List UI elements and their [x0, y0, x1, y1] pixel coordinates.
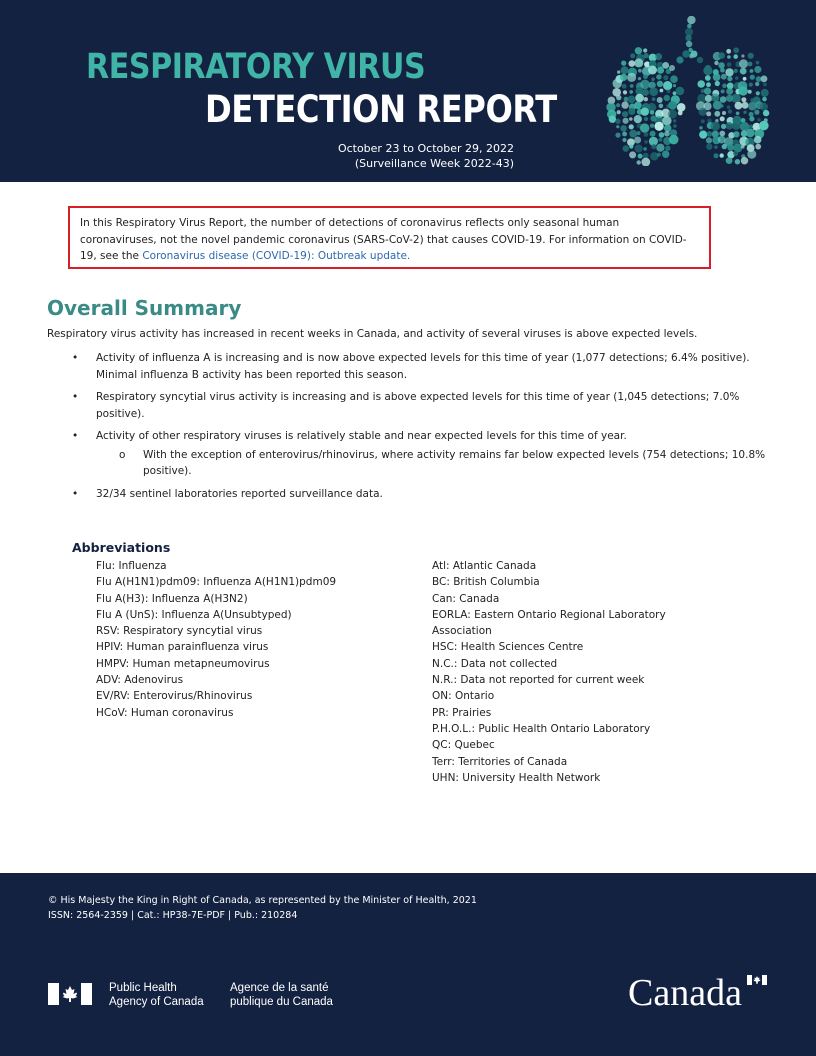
abbr-item: Flu A(H1N1)pdm09: Influenza A(H1N1)pdm09 [96, 576, 337, 589]
abbr-item: EV/RV: Enterovirus/Rhinovirus [96, 690, 253, 703]
agency-name-fr [230, 981, 333, 1009]
issn-text: ISSN: 2564-2359 | Cat.: HP38-7E-PDF | Pub.: 210284 [48, 909, 298, 921]
agency-fr-line1: Agence de la santé [230, 982, 329, 994]
abbr-item: UHN: University Health Network [432, 771, 601, 784]
agency-name-en [109, 981, 204, 1009]
sub-bullet-icon: o [119, 448, 126, 461]
page-footer [0, 873, 816, 1056]
agency-en-line1: Public Health [109, 982, 177, 994]
bullet-text: Respiratory syncytial virus activity is increasing and is above expected levels for this time of year (1,045 detections; 7.0% positive). [96, 391, 740, 420]
summary-bullet [47, 428, 767, 445]
overall-summary-heading: Overall Summary [47, 296, 242, 320]
abbr-item: P.H.O.L.: Public Health Ontario Laboratory [432, 722, 651, 735]
report-title-line1: RESPIRATORY VIRUS [86, 47, 426, 87]
wordmark-flag-icon [747, 975, 767, 985]
covid-outbreak-link[interactable]: Coronavirus disease (COVID-19): Outbreak update. [142, 250, 411, 262]
abbr-item: ADV: Adenovirus [96, 674, 184, 687]
abbr-item: PR: Prairies [432, 706, 492, 719]
bullet-icon: • [72, 352, 79, 364]
lungs-icon [600, 16, 780, 166]
copyright-text: © His Majesty the King in Right of Canada, as represented by the Minister of Health, 2021 [48, 895, 477, 906]
bullet-text: Activity of other respiratory viruses is relatively stable and near expected levels for this time of year. [96, 430, 627, 442]
abbr-item: Terr: Territories of Canada [432, 755, 568, 768]
covid-notice-box [68, 206, 711, 269]
report-dates [338, 141, 514, 171]
abbreviations-right-list [432, 558, 692, 786]
notice-text: In this Respiratory Virus Report, the number of detections of coronavirus reflects only seasonal human coronaviruses, not the novel pandemic coronavirus (SARS-CoV-2) that causes COVID-19. For information on COVID-19, see the [80, 217, 687, 262]
abbr-item: RSV: Respiratory syncytial virus [96, 625, 263, 638]
date-range: October 23 to October 29, 2022 [337, 142, 514, 155]
bullet-text: Activity of influenza A is increasing and is now above expected levels for this time of year (1,077 detections; 6.4% positive). Minimal influenza B activity has been reported this season. [96, 352, 750, 381]
abbr-item: QC: Quebec [432, 739, 495, 752]
abbreviations-left-list [96, 558, 336, 721]
abbr-item: Flu A(H3): Influenza A(H3N2) [96, 592, 248, 605]
surveillance-week: (Surveillance Week 2022-43) [354, 157, 514, 170]
canada-wordmark: Canada [628, 972, 742, 1014]
abbr-item: N.R.: Data not reported for current week [432, 674, 645, 687]
abbr-item: Flu: Influenza [96, 560, 167, 572]
report-title-line2: DETECTION REPORT [205, 88, 557, 131]
summary-intro: Respiratory virus activity has increased in recent weeks in Canada, and activity of several viruses is above expected levels. [47, 328, 698, 340]
abbr-item: HMPV: Human metapneumovirus [96, 657, 270, 670]
report-header [0, 0, 816, 182]
abbr-item: ON: Ontario [432, 690, 495, 703]
abbr-item: Flu A (UnS): Influenza A(Unsubtyped) [96, 608, 292, 621]
summary-bullet [47, 389, 767, 422]
abbr-item: BC: British Columbia [432, 576, 540, 589]
bullet-icon: • [72, 487, 79, 500]
summary-bullet [47, 486, 767, 503]
copyright-block [48, 894, 477, 923]
bullet-icon: • [72, 430, 79, 442]
abbr-item: Can: Canada [432, 592, 500, 605]
agency-en-line2: Agency of Canada [109, 996, 204, 1008]
abbr-item: N.C.: Data not collected [432, 657, 558, 670]
summary-bullet [47, 350, 767, 383]
bullet-text: 32/34 sentinel laboratories reported surveillance data. [96, 487, 383, 500]
abbr-item: Atl: Atlantic Canada [432, 560, 537, 572]
abbreviations-heading: Abbreviations [72, 540, 171, 555]
abbr-item: EORLA: Eastern Ontario Regional Laboratory Association [432, 608, 666, 638]
sub-bullet-text: With the exception of enterovirus/rhinovirus, where activity remains far below expected levels (754 detections; 10.8% positive). [143, 448, 766, 477]
summary-bullets [47, 350, 767, 508]
bullet-icon: • [72, 391, 79, 403]
agency-fr-line2: publique du Canada [230, 996, 333, 1008]
canada-flag-icon [48, 983, 92, 1005]
abbr-item: HCoV: Human coronavirus [96, 706, 234, 719]
abbr-item: HSC: Health Sciences Centre [432, 641, 584, 654]
abbr-item: HPIV: Human parainfluenza virus [96, 641, 269, 654]
summary-sub-bullet [47, 447, 767, 480]
